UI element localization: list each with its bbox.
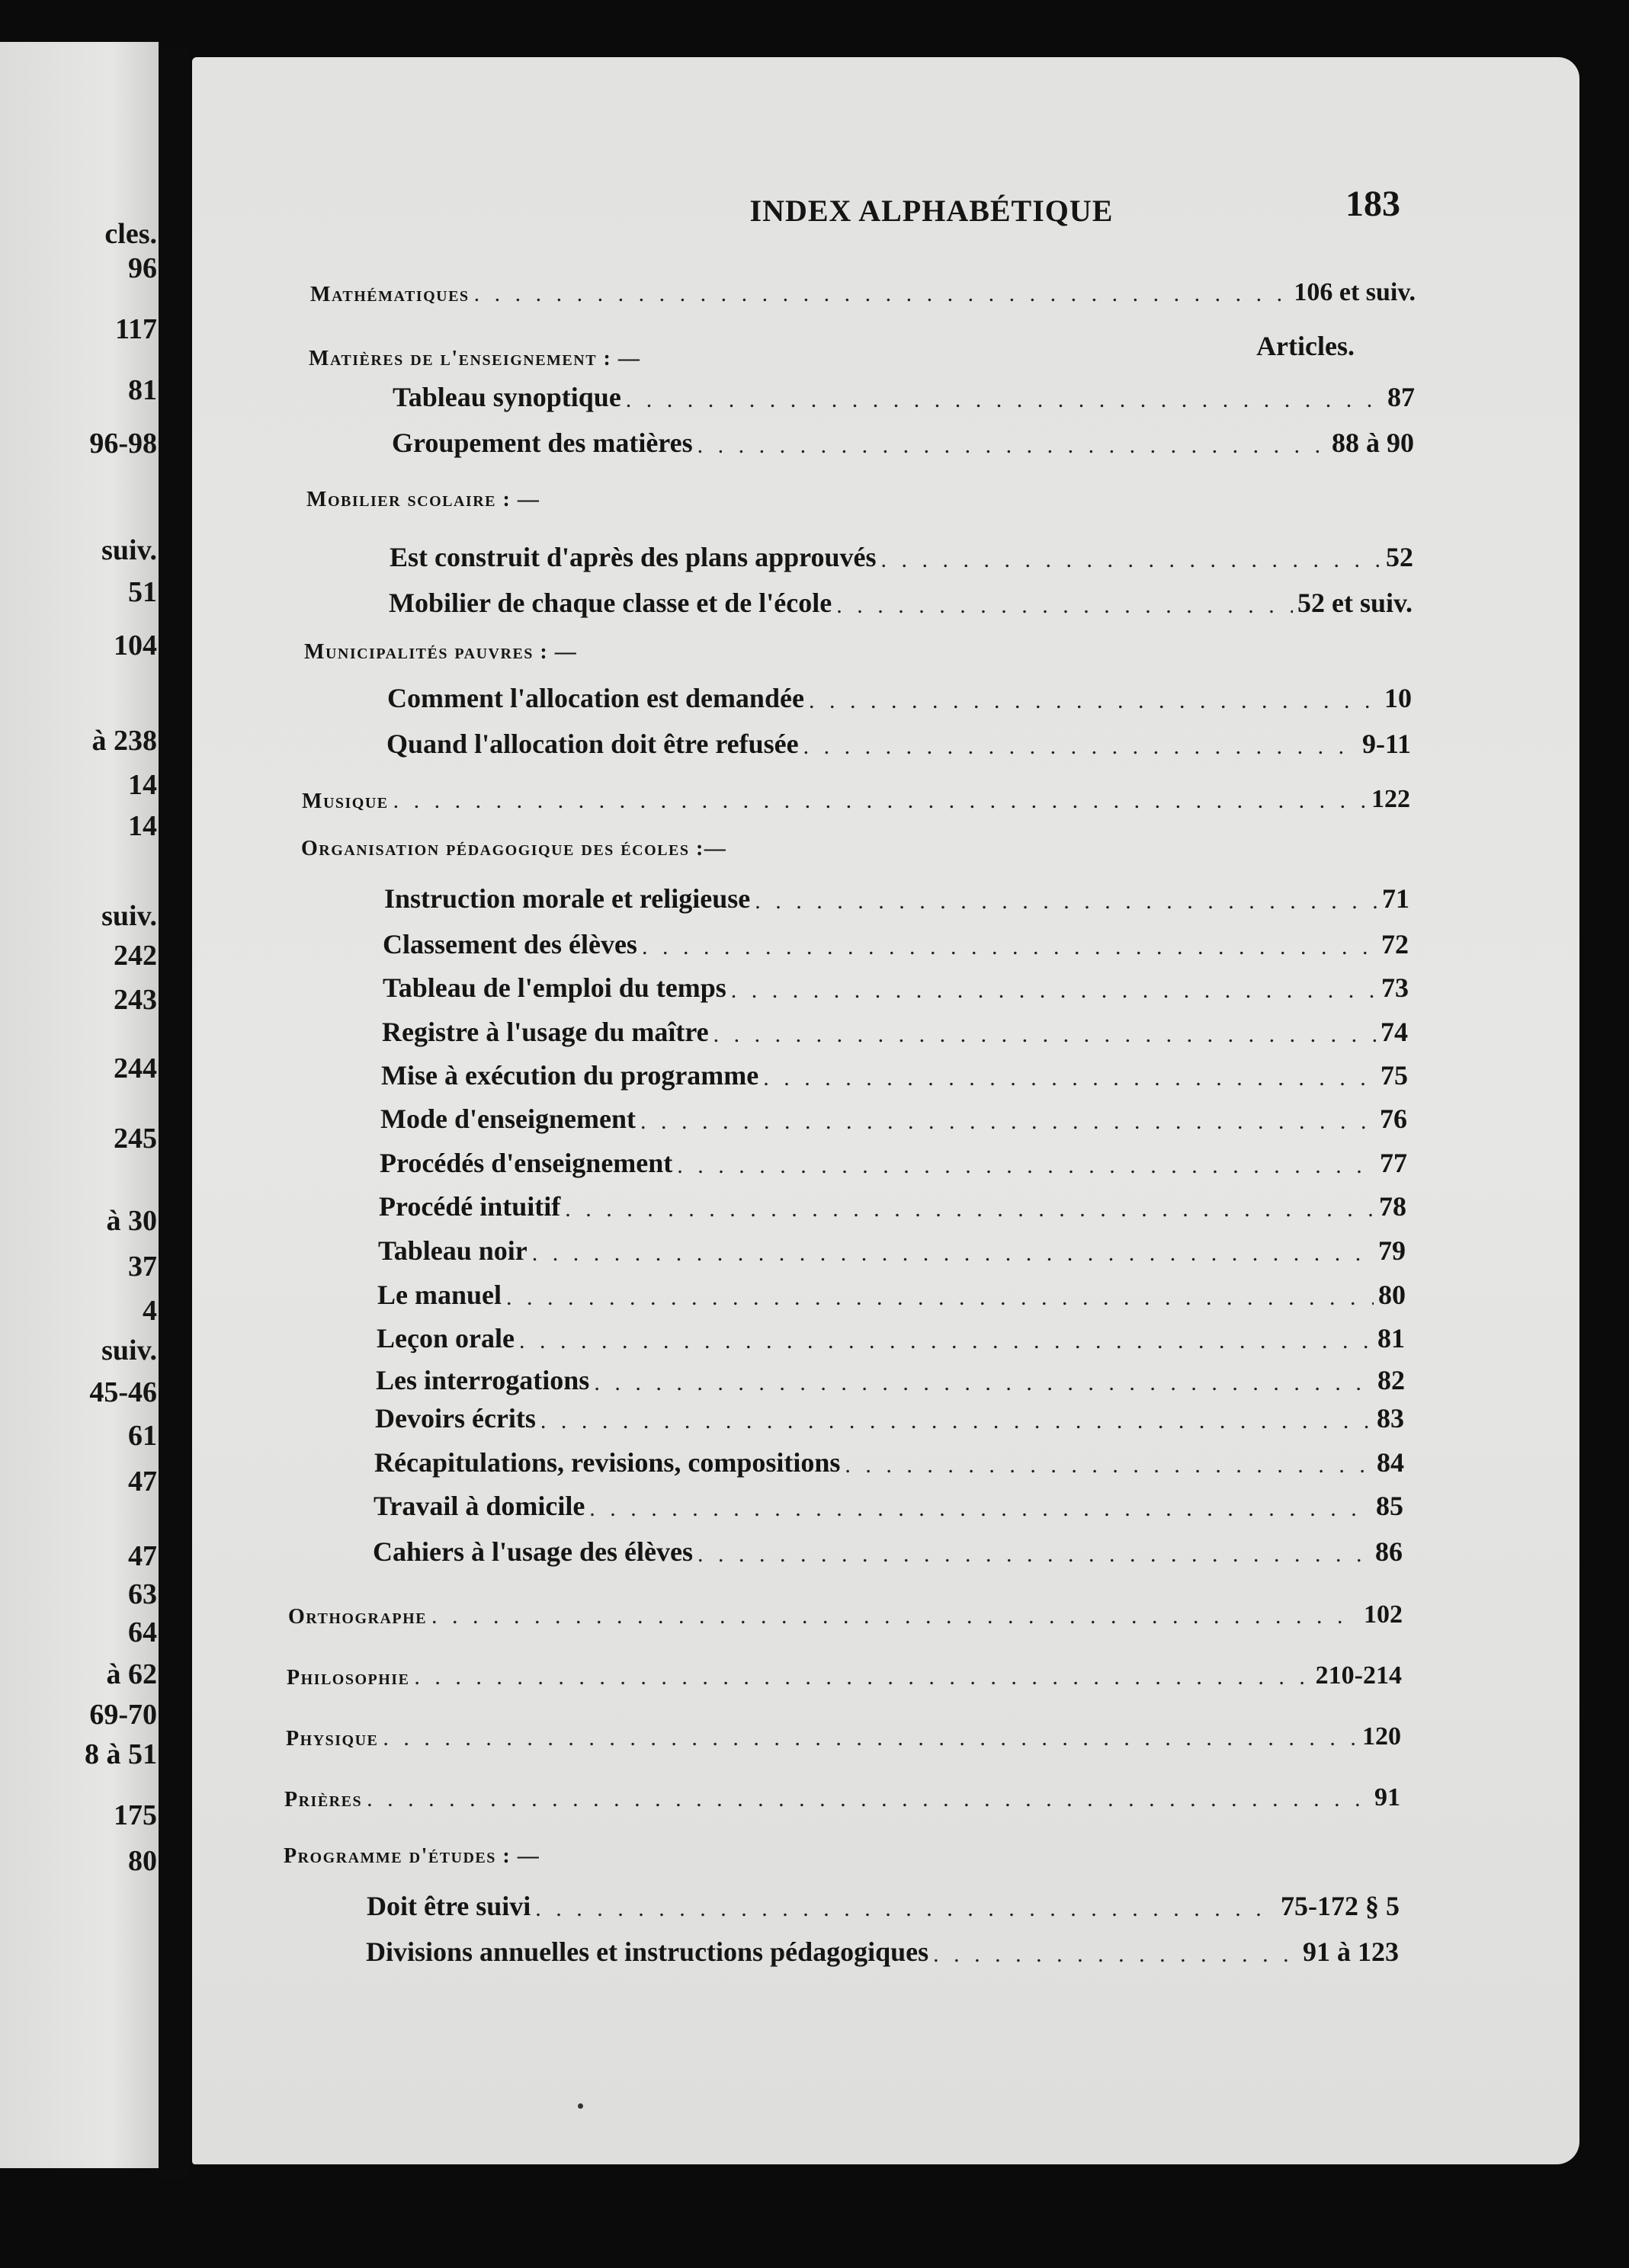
left-page-fragment-text: cles.: [104, 218, 157, 250]
scan-speck: [578, 2103, 583, 2109]
index-subentry: [374, 1446, 1404, 1478]
index-heading: [301, 837, 1410, 861]
index-subentry: [384, 883, 1409, 915]
left-page-fragment-text: à 62: [106, 1658, 157, 1690]
dot-leader: [803, 734, 1358, 760]
entry-reference: 74: [1380, 1017, 1408, 1047]
gutter-shadow: [160, 46, 189, 2180]
left-page-fragment-text: 64: [128, 1616, 157, 1648]
left-page-fragment-text: 96: [128, 252, 157, 284]
entry-label: Mise à exécution du programme: [381, 1060, 759, 1091]
dot-leader: [933, 1942, 1298, 1968]
entry-reference: 102: [1364, 1600, 1403, 1629]
index-subentry: [383, 928, 1409, 960]
entry-label: Instruction morale et religieuse: [384, 883, 751, 914]
entry-reference: 86: [1375, 1536, 1403, 1567]
entry-label: Mobilier de chaque classe et de l'école: [389, 588, 832, 618]
entry-reference: 79: [1378, 1235, 1406, 1266]
dot-leader: [431, 1603, 1359, 1629]
dot-leader: [414, 1664, 1310, 1690]
entry-label: Musique: [302, 790, 389, 813]
left-page-references: [0, 42, 159, 2168]
index-subentry: [367, 1890, 1400, 1922]
entry-label: Registre à l'usage du maître: [382, 1017, 709, 1047]
entry-label: Est construit d'après des plans approuvés: [390, 542, 877, 572]
dot-leader: [755, 889, 1377, 915]
entry-reference: 81: [1377, 1323, 1405, 1353]
entry-label: Classement des élèves: [383, 929, 637, 959]
index-heading: [306, 488, 1413, 512]
index-heading: [309, 347, 1415, 371]
dot-leader: [642, 934, 1377, 960]
index-subentry: [383, 972, 1409, 1004]
left-page-fragment-text: 14: [128, 810, 157, 842]
dot-leader: [713, 1022, 1376, 1048]
dot-leader: [474, 281, 1290, 307]
dot-leader: [589, 1496, 1371, 1522]
left-page-fragment-text: 244: [114, 1052, 157, 1084]
entry-label: Groupement des matières: [392, 428, 693, 458]
entry-label: Tableau de l'emploi du temps: [383, 972, 726, 1003]
entry-reference: 52: [1386, 542, 1413, 572]
dot-leader: [640, 1109, 1375, 1135]
left-page-fragment-text: 47: [128, 1466, 157, 1498]
index-subentry: [392, 427, 1414, 459]
index-heading: [284, 1783, 1400, 1812]
entry-reference: 91: [1374, 1783, 1400, 1812]
left-page-fragment-text: 117: [115, 313, 157, 345]
entry-label: Récapitulations, revisions, compositions: [374, 1447, 841, 1478]
index-subentry: [387, 682, 1412, 714]
entry-label: Mobilier scolaire : —: [306, 488, 540, 511]
entry-label: Leçon orale: [377, 1323, 515, 1353]
dot-leader: [532, 1241, 1374, 1267]
left-page-fragment-text: suiv.: [101, 900, 157, 932]
dot-leader: [540, 1408, 1372, 1434]
left-page-fragment-text: 104: [114, 629, 157, 662]
running-head: INDEX ALPHABÉTIQUE: [749, 194, 1114, 228]
index-subentry: [366, 1936, 1399, 1968]
entry-reference: 85: [1376, 1491, 1403, 1521]
dot-leader: [393, 788, 1367, 814]
left-page-fragment-text: 242: [114, 940, 157, 972]
entry-reference: 77: [1380, 1148, 1407, 1178]
entry-label: Quand l'allocation doit être refusée: [386, 729, 799, 759]
left-page-fragment-text: 8 à 51: [85, 1738, 157, 1770]
left-page-fragment-text: 51: [128, 576, 157, 608]
dot-leader: [836, 593, 1293, 619]
entry-reference: 80: [1378, 1280, 1406, 1310]
dot-leader: [697, 433, 1327, 459]
entry-label: Tableau noir: [378, 1235, 528, 1266]
dot-leader: [763, 1065, 1376, 1091]
entry-reference: 91 à 123: [1303, 1936, 1399, 1967]
entry-label: Tableau synoptique: [393, 382, 621, 412]
dot-leader: [565, 1196, 1374, 1222]
index-subentry: [390, 541, 1413, 573]
left-page-fragment-text: 45-46: [89, 1376, 157, 1408]
dot-leader: [519, 1328, 1373, 1354]
page-number: 183: [1345, 184, 1400, 224]
dot-leader: [383, 1725, 1358, 1751]
index-subentry: [377, 1322, 1405, 1354]
entry-reference: 71: [1382, 883, 1409, 914]
entry-label: Les interrogations: [376, 1365, 590, 1395]
left-page-fragment-text: 37: [128, 1251, 157, 1283]
left-page-fragment-text: 245: [114, 1123, 157, 1155]
left-page-fragment-text: 63: [128, 1578, 157, 1610]
index-subentry: [393, 381, 1415, 413]
index-subentry: [376, 1364, 1405, 1396]
index-subentry: [377, 1279, 1406, 1311]
entry-label: Mode d'enseignement: [380, 1104, 636, 1134]
index-subentry: [379, 1190, 1406, 1222]
left-page-fragment-text: 47: [128, 1540, 157, 1572]
entry-reference: 10: [1384, 683, 1412, 713]
index-subentry: [386, 728, 1411, 760]
entry-reference: 122: [1371, 785, 1410, 813]
index-subentry: [389, 587, 1413, 619]
left-page-fragment-text: 69-70: [89, 1699, 157, 1731]
left-page-fragment-text: suiv.: [101, 534, 157, 566]
index-subentry: [378, 1235, 1406, 1267]
entry-label: Matières de l'enseignement : —: [309, 347, 641, 370]
left-page-fragment-text: à 238: [91, 725, 157, 757]
entry-reference: 210-214: [1315, 1661, 1402, 1690]
entry-label: Mathématiques: [310, 283, 470, 306]
dot-leader: [594, 1370, 1373, 1396]
entry-reference: 9-11: [1361, 729, 1411, 759]
entry-reference: 83: [1377, 1403, 1404, 1434]
articles-column-label: Articles.: [1256, 331, 1355, 361]
left-page-fragment-text: 81: [128, 374, 157, 406]
entry-reference: 75-172 § 5: [1281, 1891, 1400, 1921]
dot-leader: [809, 688, 1380, 714]
entry-reference: 73: [1381, 972, 1409, 1003]
index-subentry: [381, 1059, 1408, 1091]
entry-reference: 106 et suiv.: [1294, 278, 1416, 306]
left-page-fragment-text: à 30: [106, 1205, 157, 1237]
entry-reference: 76: [1380, 1104, 1407, 1134]
left-page-fragment-text: 14: [128, 769, 157, 801]
entry-label: Travail à domicile: [374, 1491, 585, 1521]
left-page-fragment-text: 175: [114, 1799, 157, 1831]
dot-leader: [697, 1542, 1371, 1568]
entry-label: Physique: [286, 1727, 379, 1751]
dot-leader: [626, 387, 1383, 413]
index-subentry: [380, 1147, 1407, 1179]
index-heading: [288, 1600, 1403, 1629]
index-page: [192, 57, 1579, 2164]
entry-label: Municipalités pauvres : —: [304, 640, 578, 664]
entry-reference: 78: [1379, 1191, 1406, 1222]
entry-label: Orthographe: [288, 1605, 428, 1629]
entry-label: Procédés d'enseignement: [380, 1148, 673, 1178]
entry-label: Le manuel: [377, 1280, 502, 1310]
index-heading: [304, 640, 1412, 665]
entry-label: Devoirs écrits: [375, 1403, 536, 1434]
index-subentry: [380, 1103, 1407, 1135]
index-subentry: [374, 1490, 1403, 1522]
entry-label: Philosophie: [287, 1666, 410, 1690]
entry-label: Doit être suivi: [367, 1891, 531, 1921]
entry-label: Cahiers à l'usage des élèves: [373, 1536, 693, 1567]
left-page-fragment-text: 96-98: [89, 428, 157, 460]
index-heading: [286, 1722, 1401, 1751]
index-subentry: [382, 1016, 1408, 1048]
entry-reference: 120: [1362, 1722, 1401, 1751]
entry-reference: 75: [1380, 1060, 1408, 1091]
index-heading: [302, 785, 1410, 814]
entry-reference: 52 et suiv.: [1297, 588, 1413, 618]
left-page-fragment: [0, 42, 159, 2168]
dot-leader: [845, 1453, 1372, 1478]
entry-label: Divisions annuelles et instructions pédagogiques: [366, 1936, 929, 1967]
index-heading: [284, 1844, 1400, 1869]
entry-label: Prières: [284, 1788, 363, 1812]
index-subentry: [375, 1402, 1404, 1434]
dot-leader: [677, 1153, 1375, 1179]
entry-label: Organisation pédagogique des écoles :—: [301, 837, 727, 860]
left-page-fragment-text: 4: [143, 1295, 157, 1327]
entry-reference: 84: [1377, 1447, 1404, 1478]
alphabetical-index: [192, 57, 1579, 2164]
index-heading: [287, 1661, 1402, 1690]
dot-leader: [535, 1896, 1276, 1922]
left-page-fragment-text: suiv.: [101, 1334, 157, 1366]
left-page-fragment-text: 61: [128, 1420, 157, 1452]
entry-reference: 82: [1377, 1365, 1405, 1395]
dot-leader: [731, 978, 1377, 1004]
dot-leader: [880, 547, 1381, 573]
entry-label: Programme d'études : —: [284, 1844, 540, 1868]
entry-label: Procédé intuitif: [379, 1191, 561, 1222]
dot-leader: [367, 1786, 1370, 1812]
left-page-fragment-text: 243: [114, 984, 157, 1016]
entry-reference: 88 à 90: [1332, 428, 1414, 458]
index-heading: [310, 278, 1416, 307]
entry-label: Comment l'allocation est demandée: [387, 683, 804, 713]
dot-leader: [506, 1285, 1374, 1311]
entry-reference: 72: [1381, 929, 1409, 959]
entry-reference: 87: [1387, 382, 1415, 412]
index-subentry: [373, 1536, 1403, 1568]
left-page-fragment-text: 80: [128, 1845, 157, 1877]
